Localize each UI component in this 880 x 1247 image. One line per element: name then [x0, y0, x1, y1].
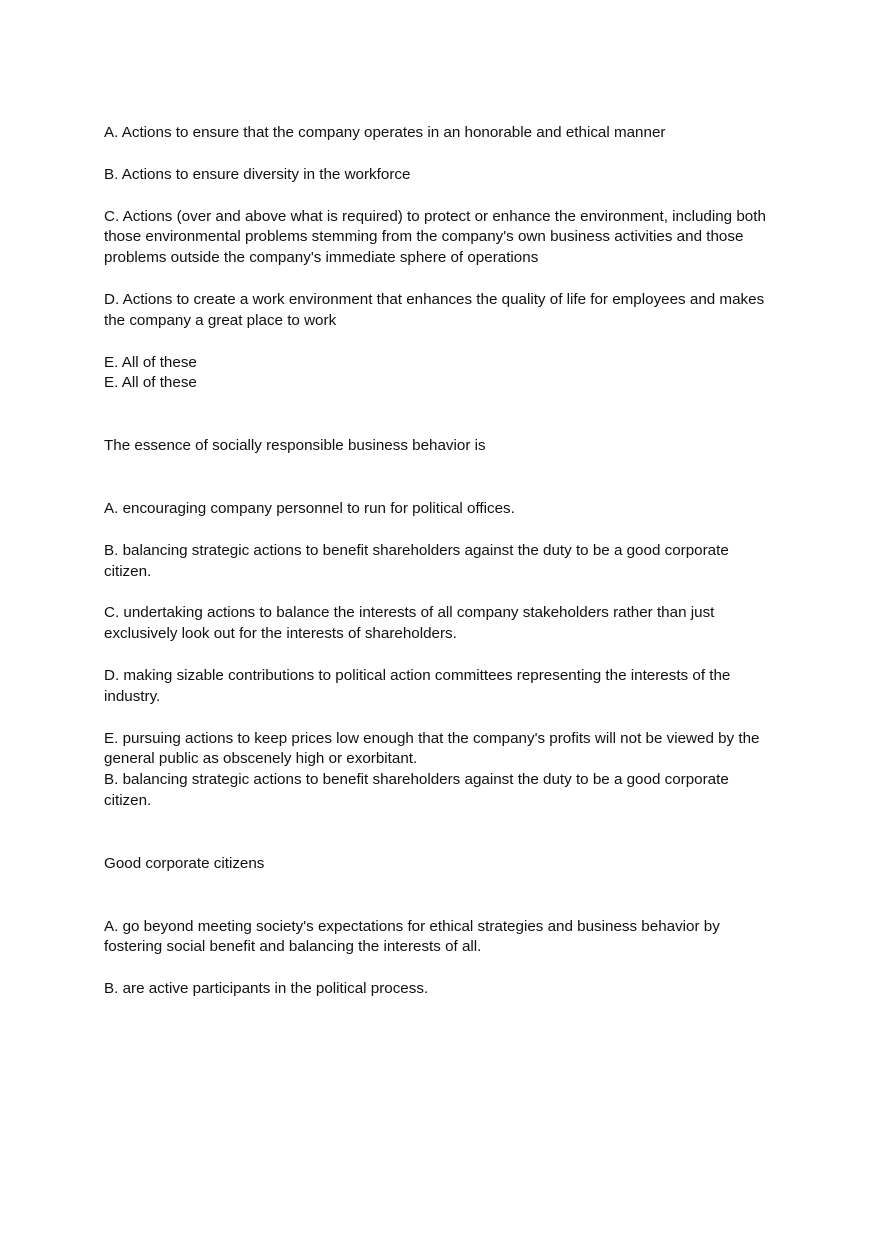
- question-heading: The essence of socially responsible business behavior is: [104, 437, 486, 455]
- option-a: A. go beyond meeting society's expectations for ethical strategies and business behavior by fostering social benefit and balancing the interests of all.: [104, 917, 720, 956]
- option-d: D. Actions to create a work environment that enhances the quality of life for employees and makes the company a great place to work: [104, 290, 765, 329]
- option-b: B. balancing strategic actions to benefit shareholders against the duty to be a good corporate citizen.: [104, 541, 729, 580]
- option-d: D. making sizable contributions to political action committees representing the interests of the industry.: [104, 666, 731, 705]
- answer: B. balancing strategic actions to benefit shareholders against the duty to be a good corporate citizen.: [104, 771, 729, 809]
- option-a: A. encouraging company personnel to run for political offices.: [104, 499, 515, 517]
- option-c: C. undertaking actions to balance the interests of all company stakeholders rather than just exclusively look out for the interests of shareholders.: [104, 604, 715, 643]
- answer: E. All of these: [104, 374, 197, 392]
- option-e: E. All of these: [104, 353, 197, 371]
- option-e: E. pursuing actions to keep prices low enough that the company's profits will not be viewed by the general public as obscenely high or exorbitant.: [104, 729, 760, 768]
- option-b: B. Actions to ensure diversity in the workforce: [104, 165, 411, 183]
- document-page: [104, 123, 776, 1000]
- question-heading: Good corporate citizens: [104, 854, 265, 872]
- option-a: A. Actions to ensure that the company operates in an honorable and ethical manner: [104, 124, 666, 141]
- option-b: B. are active participants in the political process.: [104, 980, 429, 998]
- option-c: C. Actions (over and above what is required) to protect or enhance the environment, including both those environmental problems stemming from the company's own business activities and those problems outside the company's immediate sphere of operations: [104, 207, 766, 267]
